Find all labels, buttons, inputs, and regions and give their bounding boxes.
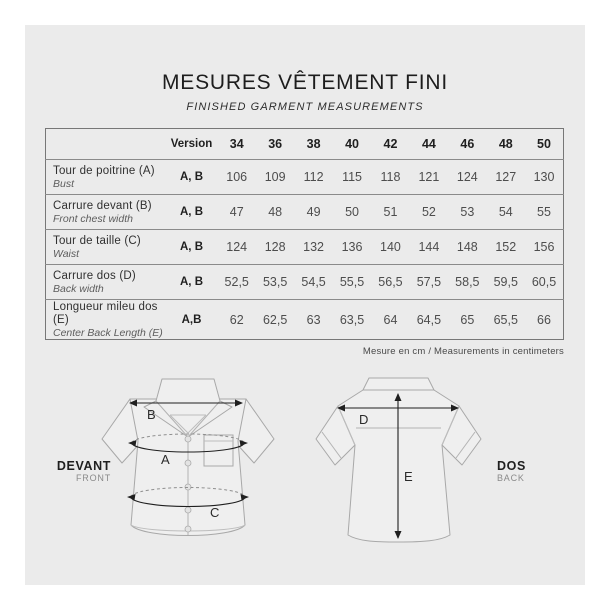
size-header: 36 [268, 137, 283, 151]
back-garment-drawing [313, 377, 485, 547]
value-cell: 128 [256, 230, 294, 265]
value-cell: 50 [333, 195, 371, 230]
front-label-en: FRONT [76, 473, 111, 483]
value-cell: 124 [448, 160, 486, 195]
measure-label-A: A [161, 452, 170, 467]
version-header: Version [170, 138, 213, 150]
version-cell: A, B [166, 230, 218, 265]
back-label-en: BACK [497, 473, 525, 483]
button [185, 436, 191, 442]
value-cell: 115 [333, 160, 371, 195]
version-cell: A, B [166, 160, 218, 195]
value-cell: 130 [525, 160, 564, 195]
value-cell: 109 [256, 160, 294, 195]
value-cell: 152 [487, 230, 525, 265]
size-header: 34 [229, 137, 244, 151]
value-cell: 47 [218, 195, 256, 230]
value-cell: 54,5 [294, 265, 332, 300]
front-label-fr: DEVANT [56, 459, 111, 473]
size-header: 42 [383, 137, 398, 151]
value-cell: 136 [333, 230, 371, 265]
row-label-fr: Tour de taille (C) [53, 234, 141, 247]
units-footnote: Mesure en cm / Measurements in centimeters [362, 346, 564, 357]
row-label-en: Back width [53, 282, 104, 295]
value-cell: 140 [371, 230, 409, 265]
value-cell: 57,5 [410, 265, 448, 300]
size-header: 50 [537, 137, 551, 151]
value-cell: 52,5 [218, 265, 256, 300]
value-cell: 58,5 [448, 265, 486, 300]
row-label-fr: Tour de poitrine (A) [53, 164, 155, 177]
version-cell: A,B [166, 300, 218, 340]
value-cell: 59,5 [487, 265, 525, 300]
value-cell: 49 [294, 195, 332, 230]
table-row-front-chest [46, 195, 564, 230]
chart-canvas [25, 25, 585, 585]
size-header: 38 [306, 137, 321, 151]
value-cell: 62,5 [256, 300, 294, 340]
row-label-fr: Carrure dos (D) [53, 269, 136, 282]
value-cell: 53 [448, 195, 486, 230]
table-row-bust [46, 160, 564, 195]
size-header: 44 [421, 137, 436, 151]
table-row-back-width [46, 265, 564, 300]
value-cell: 64 [371, 300, 409, 340]
back-view-label [497, 459, 571, 484]
button [185, 484, 191, 490]
value-cell: 55,5 [333, 265, 371, 300]
back-label-fr: DOS [497, 459, 526, 473]
value-cell: 65,5 [487, 300, 525, 340]
row-label-fr: Longueur mileu dos (E) [53, 300, 158, 326]
value-cell: 127 [487, 160, 525, 195]
value-cell: 51 [371, 195, 409, 230]
value-cell: 62 [218, 300, 256, 340]
value-cell: 118 [371, 160, 409, 195]
row-label-en: Front chest width [53, 212, 133, 225]
value-cell: 112 [294, 160, 332, 195]
value-cell: 144 [410, 230, 448, 265]
value-cell: 63,5 [333, 300, 371, 340]
row-label-en: Bust [53, 177, 75, 190]
version-cell: A, B [166, 195, 218, 230]
table-row-waist [46, 230, 564, 265]
front-view-label [37, 459, 111, 484]
value-cell: 53,5 [256, 265, 294, 300]
value-cell: 156 [525, 230, 564, 265]
value-cell: 56,5 [371, 265, 409, 300]
value-cell: 55 [525, 195, 564, 230]
value-cell: 124 [218, 230, 256, 265]
value-cell: 65 [448, 300, 486, 340]
empty-header-cell [46, 129, 166, 160]
value-cell: 64,5 [410, 300, 448, 340]
page-subtitle: FINISHED GARMENT MEASUREMENTS [186, 101, 424, 113]
button [185, 460, 191, 466]
button [185, 526, 191, 532]
row-label-fr: Carrure devant (B) [53, 199, 152, 212]
measure-label-C: C [210, 505, 220, 520]
table-row-center-back-length [46, 300, 564, 340]
value-cell: 63 [294, 300, 332, 340]
back-collar [363, 378, 434, 390]
front-garment-drawing [98, 377, 280, 547]
version-cell: A, B [166, 265, 218, 300]
size-header: 46 [460, 137, 475, 151]
measure-label-E: E [404, 469, 413, 484]
measure-label-B: B [147, 407, 156, 422]
value-cell: 48 [256, 195, 294, 230]
row-label-en: Center Back Length (E) [53, 326, 163, 339]
value-cell: 54 [487, 195, 525, 230]
table-header-row [46, 129, 564, 160]
size-header: 48 [498, 137, 513, 151]
value-cell: 52 [410, 195, 448, 230]
row-label-en: Waist [53, 247, 80, 260]
page-title: MESURES VÊTEMENT FINI [162, 71, 448, 94]
value-cell: 60,5 [525, 265, 564, 300]
value-cell: 148 [448, 230, 486, 265]
button [185, 507, 191, 513]
size-header: 40 [345, 137, 359, 151]
value-cell: 132 [294, 230, 332, 265]
value-cell: 66 [525, 300, 564, 340]
measurement-table [45, 128, 564, 340]
value-cell: 106 [218, 160, 256, 195]
value-cell: 121 [410, 160, 448, 195]
measure-label-D: D [359, 412, 369, 427]
